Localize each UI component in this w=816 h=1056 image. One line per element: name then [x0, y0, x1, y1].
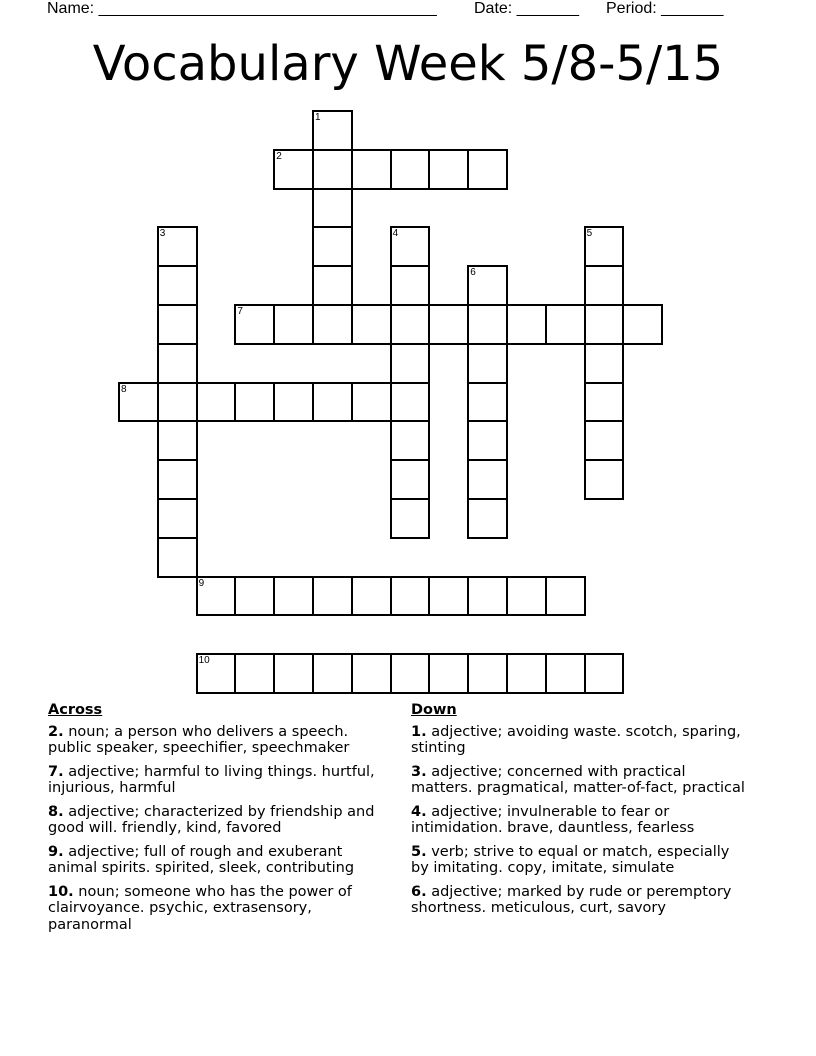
crossword-cell[interactable]: [234, 382, 275, 423]
crossword-cell[interactable]: [312, 382, 353, 423]
clue: [411, 804, 751, 837]
clue-text: adjective; concerned with practical matters. pragmatical, matter-of-fact, practical: [411, 763, 745, 796]
clue-text: verb; strive to equal or match, especially by imitating. copy, imitate, simulate: [411, 843, 730, 876]
crossword-cell[interactable]: [157, 382, 198, 423]
cell-number: 6: [470, 267, 476, 279]
clue: [411, 724, 751, 757]
crossword-cell[interactable]: [506, 653, 547, 694]
crossword-cell[interactable]: [390, 459, 431, 500]
crossword-cell[interactable]: [157, 459, 198, 500]
crossword-cell[interactable]: [584, 459, 625, 500]
across-clues: [48, 702, 388, 940]
crossword-cell[interactable]: [234, 653, 275, 694]
crossword-cell[interactable]: [196, 382, 237, 423]
crossword-cell[interactable]: [312, 653, 353, 694]
crossword-cell[interactable]: [157, 304, 198, 345]
cell-number: 1: [315, 112, 321, 123]
crossword-cell[interactable]: [390, 149, 431, 190]
crossword-cell[interactable]: [157, 343, 198, 384]
crossword-cell[interactable]: [273, 653, 314, 694]
crossword-cell[interactable]: [390, 382, 431, 423]
name-field[interactable]: Name: ______________________________________: [47, 0, 437, 17]
crossword-cell[interactable]: [312, 149, 353, 190]
crossword-cell[interactable]: [584, 653, 625, 694]
cell-number: 10: [198, 655, 210, 667]
crossword-cell[interactable]: [351, 382, 392, 423]
down-heading: Down: [411, 702, 457, 718]
crossword-cell[interactable]: [467, 459, 508, 500]
crossword-cell[interactable]: [467, 304, 508, 345]
clue-number: 8.: [48, 803, 64, 820]
crossword-cell[interactable]: [157, 265, 198, 306]
crossword-cell[interactable]: [390, 343, 431, 384]
crossword-cell[interactable]: [545, 304, 586, 345]
crossword-cell[interactable]: [467, 498, 508, 539]
crossword-cell[interactable]: [428, 304, 469, 345]
clue-text: adjective; full of rough and exuberant animal spirits. spirited, sleek, contributing: [48, 843, 355, 876]
crossword-cell[interactable]: [312, 265, 353, 306]
clue-text: adjective; harmful to living things. hurtful, injurious, harmful: [48, 763, 375, 796]
clue-text: noun; a person who delivers a speech. public speaker, speechifier, speechmaker: [48, 723, 350, 756]
crossword-cell[interactable]: [467, 343, 508, 384]
cell-number: 4: [392, 228, 399, 240]
cell-number: 5: [586, 228, 593, 240]
clue-number: 5.: [411, 843, 427, 860]
crossword-cell[interactable]: [545, 576, 586, 617]
crossword-cell[interactable]: [351, 149, 392, 190]
crossword-cell[interactable]: [622, 304, 663, 345]
crossword-cell[interactable]: [273, 304, 314, 345]
crossword-cell[interactable]: [273, 576, 314, 617]
crossword-cell[interactable]: [390, 576, 431, 617]
crossword-cell[interactable]: [157, 498, 198, 539]
crossword-cell[interactable]: [467, 653, 508, 694]
down-clues: [411, 702, 751, 924]
crossword-cell[interactable]: [390, 498, 431, 539]
clue-text: adjective; marked by rude or peremptory shortness. meticulous, curt, savory: [411, 883, 732, 916]
cell-number: 9: [198, 577, 205, 589]
clue-number: 9.: [48, 843, 64, 860]
cell-number: 7: [237, 306, 243, 317]
crossword-cell[interactable]: [506, 576, 547, 617]
clue-text: adjective; avoiding waste. scotch, sparing, stinting: [411, 723, 741, 756]
crossword-cell[interactable]: [428, 653, 469, 694]
crossword-cell[interactable]: [584, 304, 625, 345]
crossword-cell[interactable]: [584, 382, 625, 423]
crossword-cell[interactable]: [428, 576, 469, 617]
clue-text: noun; someone who has the power of clairvoyance. psychic, extrasensory, paranormal: [48, 883, 352, 933]
clue: [411, 884, 751, 917]
crossword-cell[interactable]: [157, 420, 198, 461]
crossword-cell[interactable]: [351, 304, 392, 345]
crossword-cell[interactable]: [390, 304, 431, 345]
crossword-cell[interactable]: [584, 265, 625, 306]
crossword-cell[interactable]: [351, 576, 392, 617]
clue: [48, 804, 388, 837]
crossword-cell[interactable]: [428, 149, 469, 190]
clue-text: adjective; characterized by friendship and good will. friendly, kind, favored: [48, 803, 375, 836]
crossword-cell[interactable]: [312, 576, 353, 617]
clue-number: 10.: [48, 883, 74, 900]
clue-number: 6.: [411, 883, 427, 900]
down-clue-list: [411, 724, 751, 917]
crossword-cell[interactable]: [157, 537, 198, 578]
clue-number: 2.: [48, 723, 64, 740]
crossword-cell[interactable]: [351, 653, 392, 694]
crossword-cell[interactable]: [390, 265, 431, 306]
crossword-cell[interactable]: [467, 576, 508, 617]
crossword-cell[interactable]: [390, 420, 431, 461]
cell-number: 2: [276, 150, 282, 162]
cell-number: 3: [159, 228, 166, 240]
crossword-cell[interactable]: [234, 576, 275, 617]
clue: [411, 764, 751, 797]
date-field[interactable]: Date: _______: [474, 0, 579, 17]
crossword-cell[interactable]: [545, 653, 586, 694]
crossword-cell[interactable]: [506, 304, 547, 345]
clue: [48, 764, 388, 797]
crossword-cell[interactable]: [467, 149, 508, 190]
page-title: Vocabulary Week 5/8-5/15: [92, 36, 724, 92]
period-field[interactable]: Period: _______: [606, 0, 724, 17]
crossword-cell[interactable]: [584, 420, 625, 461]
clue-number: 7.: [48, 763, 64, 780]
clue-number: 1.: [411, 723, 427, 740]
cell-number: 8: [121, 383, 127, 395]
across-clue-list: [48, 724, 388, 934]
crossword-cell[interactable]: [390, 653, 431, 694]
clue-number: 3.: [411, 763, 427, 780]
crossword-cell[interactable]: [312, 188, 353, 229]
crossword-cell[interactable]: [312, 304, 353, 345]
clue: [48, 884, 388, 934]
clue-text: adjective; invulnerable to fear or intimidation. brave, dauntless, fearless: [411, 803, 695, 836]
crossword-cell[interactable]: [312, 226, 353, 267]
clue-number: 4.: [411, 803, 427, 820]
across-heading: Across: [48, 702, 103, 718]
crossword-cell[interactable]: [467, 420, 508, 461]
crossword-cell[interactable]: [467, 382, 508, 423]
crossword-cell[interactable]: [273, 382, 314, 423]
clue: [48, 844, 388, 877]
clue: [48, 724, 388, 757]
clue: [411, 844, 751, 877]
crossword-cell[interactable]: [584, 343, 625, 384]
